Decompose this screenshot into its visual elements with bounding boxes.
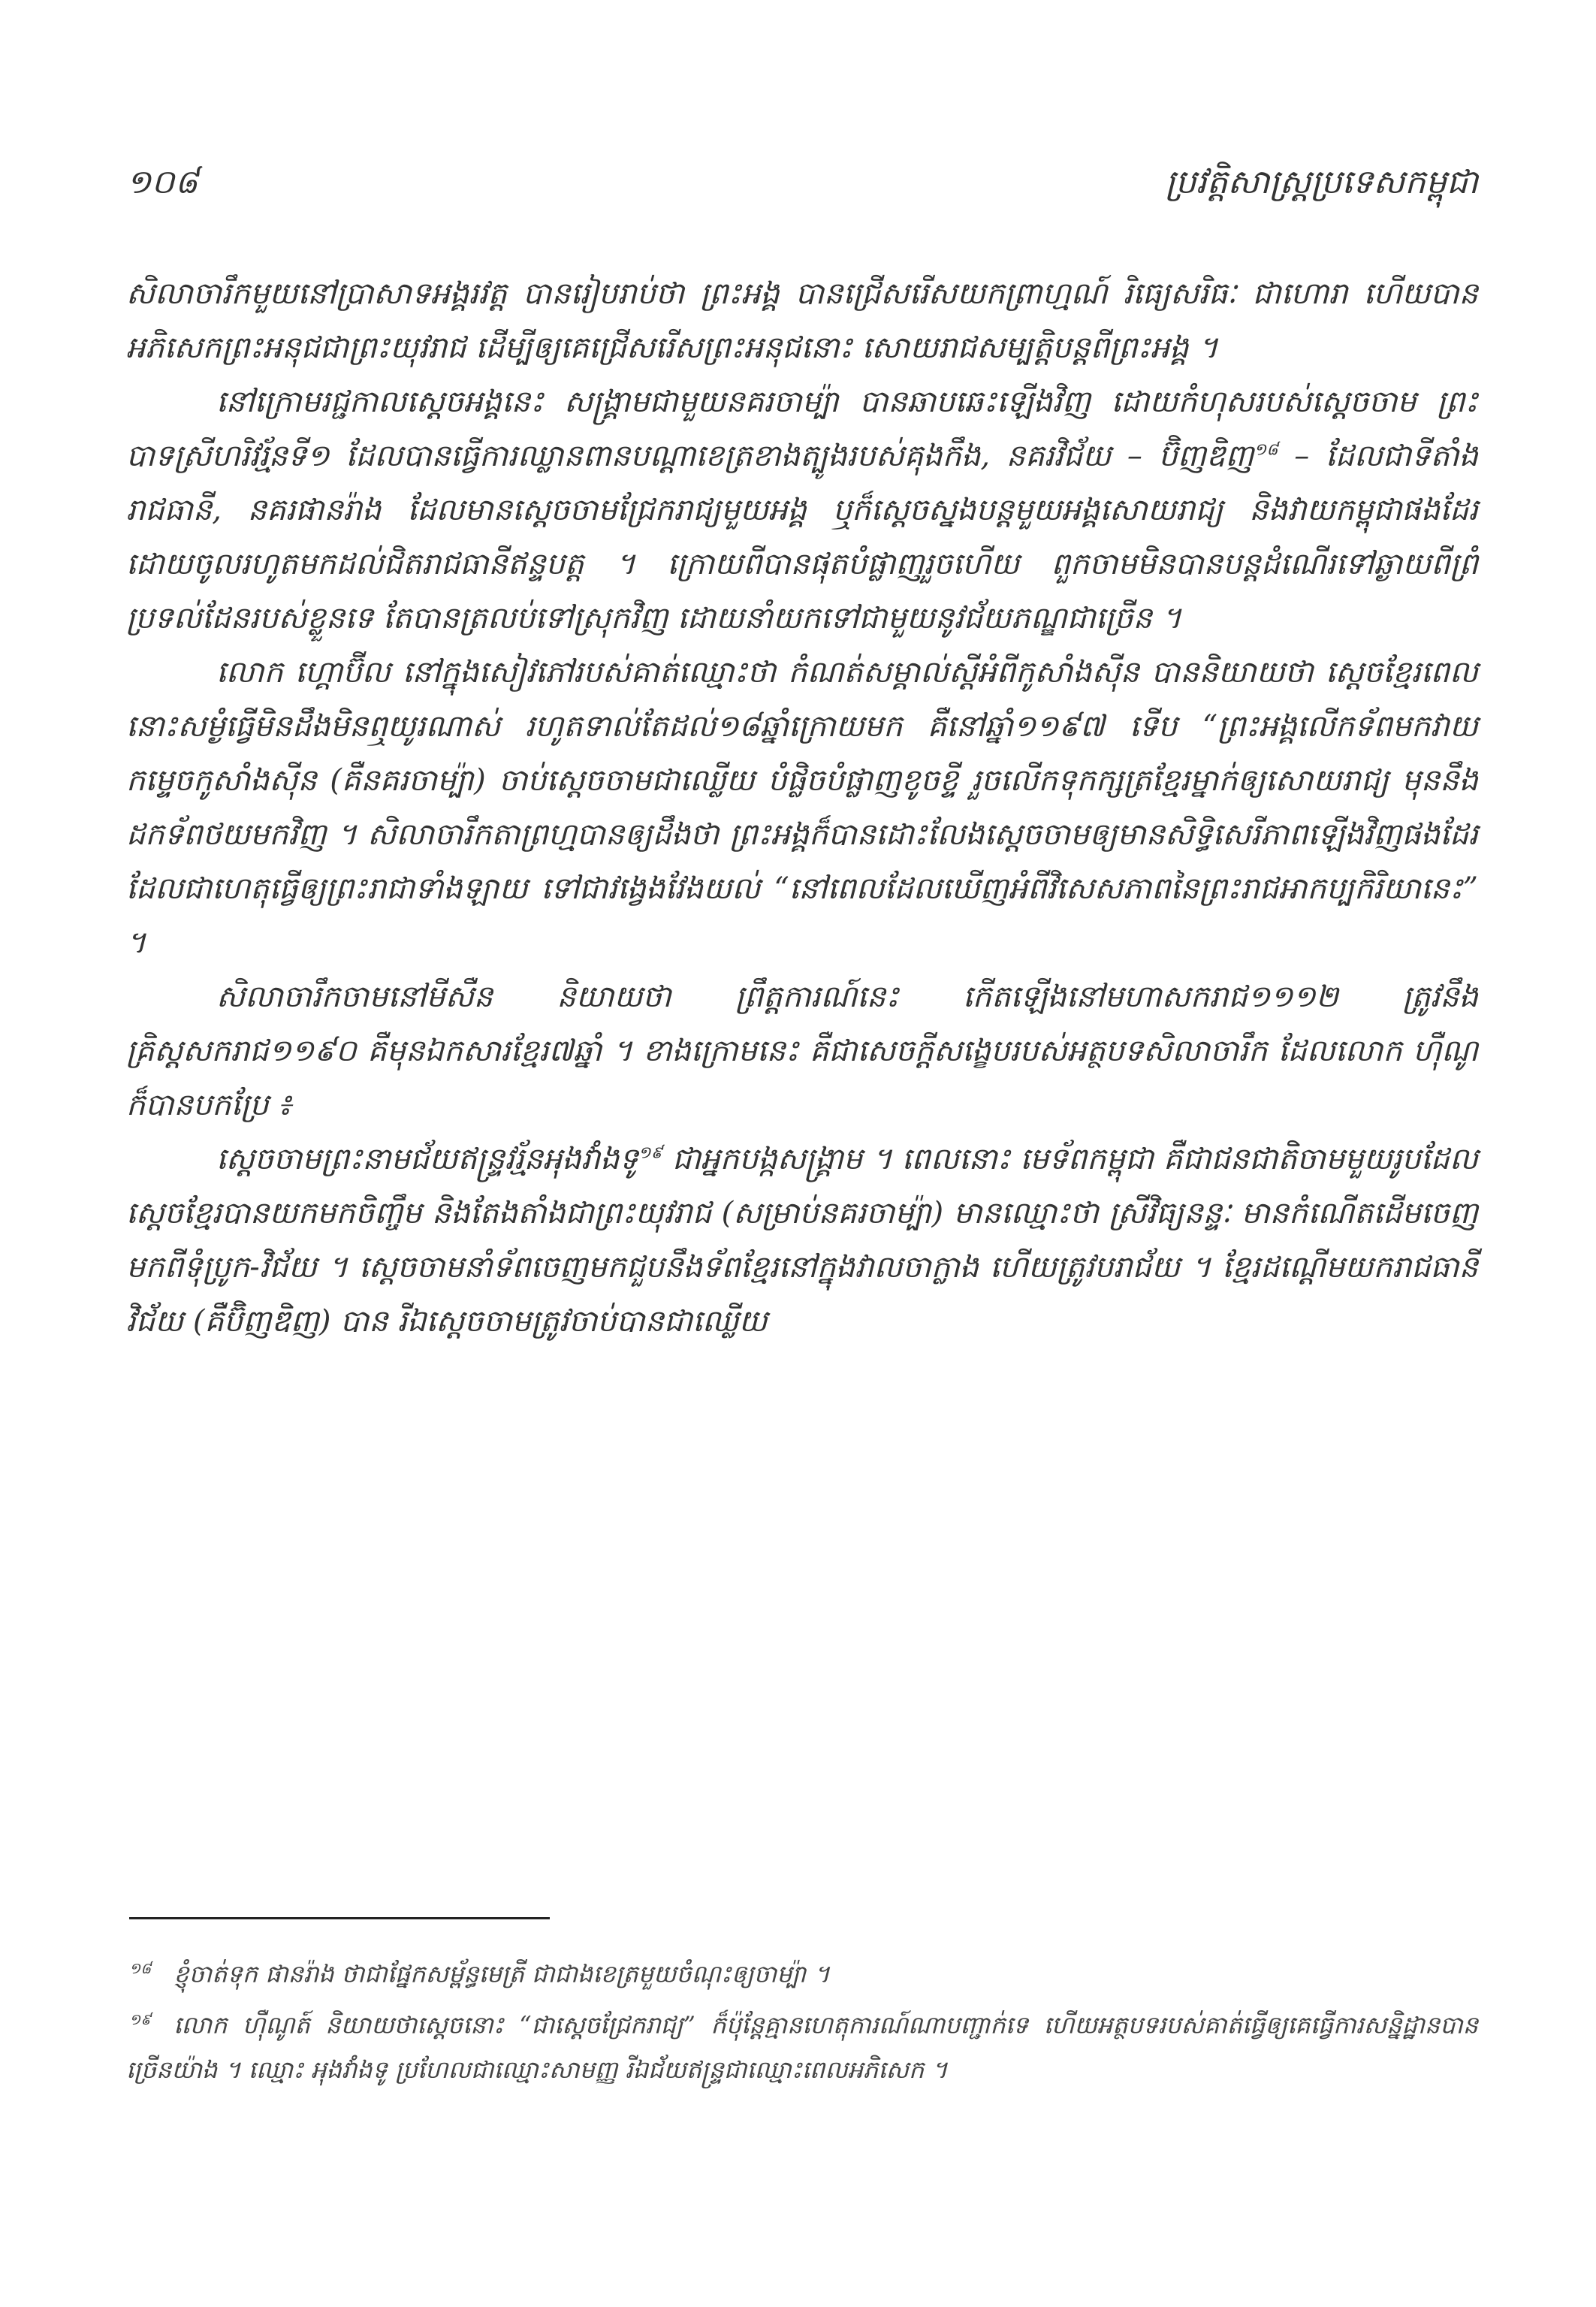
paragraph-text: ជាអ្នកបង្កសង្គ្រាម ។ ពេលនោះ មេទ័ពកម្ពុជា គឺជាជនជាតិចាមមួយរូបដែលស្ដេចខ្មែរបានយកមកចិញ្ចឹម និងតែងតាំងជាព្រះយុវរាជ (សម្រាប់នគរចាម្ប៉ា) មានឈ្មោះថា ស្រីវិធ្យនន្ទៈ មានកំណើតដើមចេញមកពីទុំប្រូក-វិជ័យ ។ ស្ដេចចាមនាំទ័ពចេញមកជួបនឹងទ័ពខ្មែរនៅក្នុងវាលចាក្លាង ហើយត្រូវបរាជ័យ ។ ខ្មែរដណ្ដើមយករាជធានីវិជ័យ (គឺប៊ិញឌិញ) បាន រីឯស្ដេចចាមត្រូវចាប់បានជាឈ្លើយ xyxy=(126,1142,1478,1339)
paragraph: សិលាចារឹកមួយនៅប្រាសាទអង្គរវត្ត បានរៀបរាប់ថា ព្រះអង្គ បានជ្រើសរើសយកព្រាហ្មណ៍ រិធ្យេសរិធៈ ជាហោរា ហើយបានអភិសេកព្រះអនុជជាព្រះយុវរាជ ដើម្បីឲ្យគេជ្រើសរើសព្រះអនុជនោះ សោយរាជសម្បត្តិបន្តពីព្រះអង្គ ។ xyxy=(126,276,1478,365)
paragraph: សិលាចារឹកចាមនៅមីសឺន និយាយថា ព្រឹត្តការណ៍នេះ កើតឡើងនៅមហាសករាជ១១១២ ត្រូវនឹងគ្រិស្តសករាជ១១៩០ គឺមុនឯកសារខ្មែរ៧ឆ្នាំ ។ ខាងក្រោមនេះ គឺជាសេចក្ដីសង្ខេបរបស់អត្ថបទសិលាចារឹក ដែលលោក ហ៊ឺណូ ក៏បានបកប្រែ ៖ xyxy=(126,980,1478,1122)
footnote-ref: ១៩ xyxy=(638,1143,663,1163)
footnote-text: ខ្ញុំចាត់ទុក ផានរ៉ាង ថាជាផ្នែកសម្ព័ន្ធមេត្រី ជាជាងខេត្រមួយចំណុះឲ្យចាម្ប៉ា ។ xyxy=(173,1959,830,1988)
paragraph xyxy=(126,375,1478,645)
paragraph-text: – ដែលជាទីតាំងរាជធានី, នគរផានរ៉ាង ដែលមានស្ដេចចាមជ្រែករាជ្យមួយអង្គ ឬក៏ស្ដេចស្នងបន្តមួយអង្គសោយរាជ្យ និងវាយកម្ពុជាផងដែរ ដោយចូលរហូតមកដល់ជិតរាជធានីឥន្ទបត្ត ។ ក្រោយពីបានផុតបំផ្លាញរួចហើយ ពួកចាមមិនបានបន្តដំណើរទៅឆ្ងាយពីព្រំប្រទល់ដែនរបស់ខ្លួនទេ តែបានត្រលប់ទៅស្រុកវិញ ដោយនាំយកទៅជាមួយនូវជ័យភណ្ឌជាច្រើន ។ xyxy=(126,439,1478,636)
paragraph-text: ស្ដេចចាមព្រះនាមជ័យឥន្ទ្រវរ្ម័នអុងវាំងទូ xyxy=(216,1142,638,1176)
footnotes xyxy=(126,1946,1478,2092)
page-number: ១០៨ xyxy=(126,163,198,201)
footnote xyxy=(126,1946,1478,1997)
footnote-text: លោក ហ៊ឺណូត៍ និយាយថាស្ដេចនោះ “ជាស្ដេចជ្រែករាជ្យ” ក៏ប៉ុន្តែគ្មានហេតុការណ៍ណាបញ្ជាក់ទេ ហើយអត្ថបទរបស់គាត់ធ្វើឲ្យគេធ្វើការសន្និដ្ឋានបានច្រើនយ៉ាង ។ ឈ្មោះ អុងវាំងទូ ប្រហែលជាឈ្មោះសាមញ្ញ រីឯជ័យឥន្ទ្រជាឈ្មោះពេលអភិសេក ។ xyxy=(126,2010,1478,2085)
paragraph-text: នៅក្រោមរជ្ជកាលស្ដេចអង្គនេះ សង្គ្រាមជាមួយនគរចាម្ប៉ា បានឆាបឆេះឡើងវិញ ដោយកំហុសរបស់ស្ដេចចាម ព្រះបាទស្រីហរិវរ្ម័នទី១ ដែលបានធ្វើការឈ្លានពានបណ្ដាខេត្រខាងត្បូងរបស់គុងកឹង, នគរវិជ័យ – ប៊ិញឌិញ xyxy=(126,385,1478,473)
paragraph: លោក ហ្គោប៊ីល នៅក្នុងសៀវភៅរបស់គាត់ឈ្មោះថា កំណត់សម្គាល់ស្ដីអំពីកូសាំងស៊ីន បាននិយាយថា ស្ដេចខ្មែរពេលនោះសម្ងំធ្វើមិនដឹងមិនឮយូរណាស់ រហូតទាល់តែដល់១៨ឆ្នាំក្រោយមក គឺនៅឆ្នាំ១១៩៧ ទើប “ព្រះអង្គលើកទ័ពមកវាយកម្ទេចកូសាំងស៊ីន (គឺនគរចាម្ប៉ា) ចាប់ស្ដេចចាមជាឈ្លើយ បំផ្លិចបំផ្លាញខូចខ្ទី រួចលើកទុកក្សត្រខ្មែរម្នាក់ឲ្យសោយរាជ្យ មុននឹងដកទ័ពថយមកវិញ ។ សិលាចារឹកតាព្រហ្មបានឲ្យដឹងថា ព្រះអង្គក៏បានដោះលែងស្ដេចចាមឲ្យមានសិទ្ធិសេរីភាពឡើងវិញផងដែរ ដែលជាហេតុធ្វើឲ្យព្រះរាជាទាំងឡាយ ទៅជាវង្វេងវែងយល់ “នៅពេលដែលឃើញអំពីវិសេសភាពនៃព្រះរាជអាកប្បកិរិយានេះ” ។ xyxy=(126,655,1478,960)
footnote-number: ១៨ xyxy=(129,1959,152,1977)
paragraph xyxy=(126,1132,1478,1348)
running-title: ប្រវត្តិសាស្ត្រប្រទេសកម្ពុជា xyxy=(1165,163,1478,201)
body-text xyxy=(126,267,1478,1348)
footnote-divider xyxy=(129,1917,550,1919)
page-header xyxy=(126,162,1478,214)
footnote xyxy=(126,1997,1478,2093)
footnote-number: ១៩ xyxy=(129,2010,152,2028)
footnote-ref: ១៨ xyxy=(1254,440,1278,460)
